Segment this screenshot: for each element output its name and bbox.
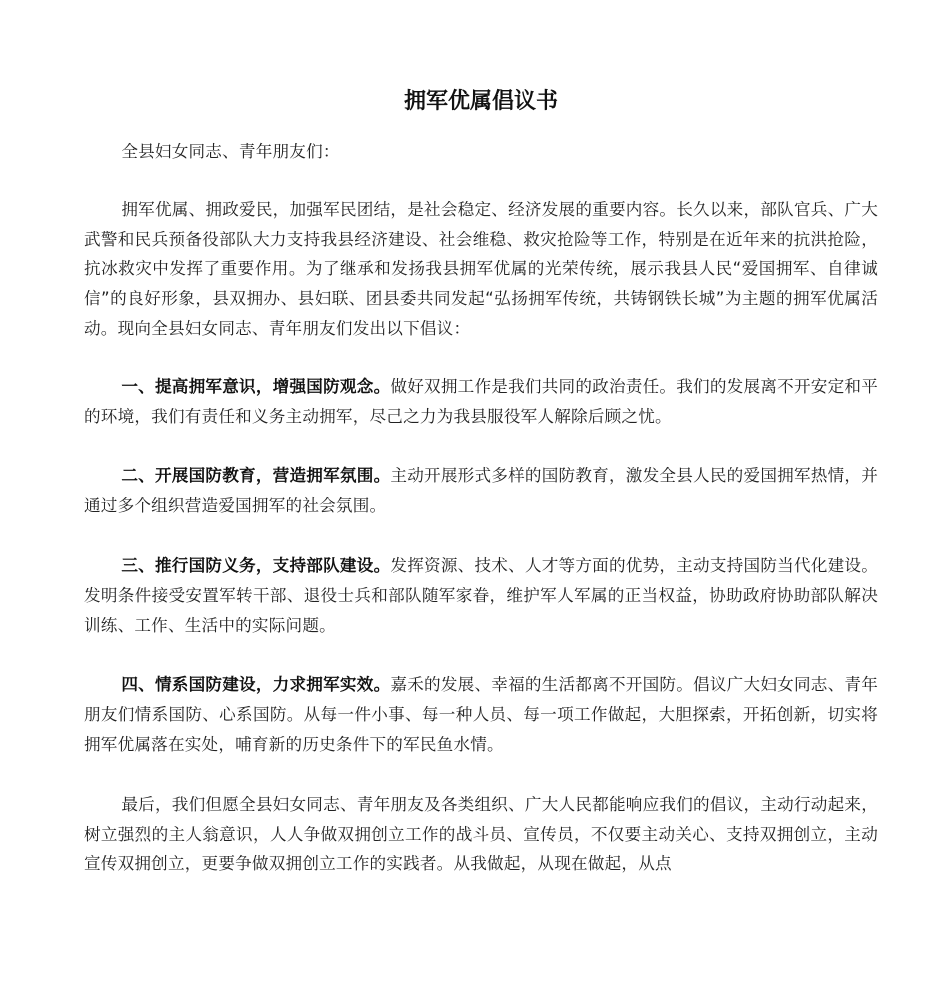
proposal-point-1-heading: 一、提高拥军意识，增强国防观念。: [121, 376, 391, 396]
proposal-point-1-text: 做好双拥工作是我们共同的政治责任。我们的发展离不开安定和平的环境，我们有责任和义务主动拥军，尽己之力为我县服役军人解除后顾之忧。: [84, 376, 878, 426]
proposal-point-1: [84, 372, 878, 432]
proposal-point-3: [84, 551, 878, 640]
document-page: [84, 0, 878, 879]
proposal-point-2-heading: 二、开展国防教育，营造拥军氛围。: [121, 466, 391, 486]
proposal-point-3-text: 发挥资源、技术、人才等方面的优势，主动支持国防当代化建设。发明条件接受安置军转干部、退役士兵和部队随军家眷，维护军人军属的正当权益，协助政府协助部队解决训练、工作、生活中的实际问题。: [84, 555, 878, 635]
intro-paragraph: 拥军优属、拥政爱民，加强军民团结，是社会稳定、经济发展的重要内容。长久以来，部队官兵、广大武警和民兵预备役部队大力支持我县经济建设、社会维稳、救灾抢险等工作，特别是在近年来的抗洪抢险，抗冰救灾中发挥了重要作用。为了继承和发扬我县拥军优属的光荣传统，展示我县人民“爱国拥军、自律诚信”的良好形象，县双拥办、县妇联、团县委共同发起“弘扬拥军传统，共铸钢铁长城”为主题的拥军优属活动。现向全县妇女同志、青年朋友们发出以下倡议：: [84, 199, 878, 338]
proposal-point-4-text: 嘉禾的发展、幸福的生活都离不开国防。倡议广大妇女同志、青年朋友们情系国防、心系国防。从每一件小事、每一种人员、每一项工作做起，大胆探索，开拓创新，切实将拥军优属落在实处，哺育新的历史条件下的军民鱼水情。: [84, 675, 878, 754]
proposal-point-3-heading: 三、推行国防义务，支持部队建设。: [121, 555, 391, 575]
proposal-point-4-heading: 四、情系国防建设，力求拥军实效。: [121, 675, 391, 695]
proposal-point-2-text: 主动开展形式多样的国防教育，激发全县人民的爱国拥军热情，并通过多个组织营造爱国拥军的社会氛围。: [84, 466, 878, 516]
closing-paragraph: 最后，我们但愿全县妇女同志、青年朋友及各类组织、广大人民都能响应我们的倡议，主动行动起来，树立强烈的主人翁意识，人人争做双拥创立工作的战斗员、宣传员，不仅要主动关心、支持双拥创立，主动宣传双拥创立，更要争做双拥创立工作的实践者。从我做起，从现在做起，从点: [84, 794, 878, 874]
greeting-paragraph: 全县妇女同志、青年朋友们：: [121, 142, 340, 161]
proposal-point-4: [84, 670, 878, 759]
document-title: 拥军优属倡议书: [403, 89, 558, 114]
proposal-point-2: [84, 461, 878, 521]
